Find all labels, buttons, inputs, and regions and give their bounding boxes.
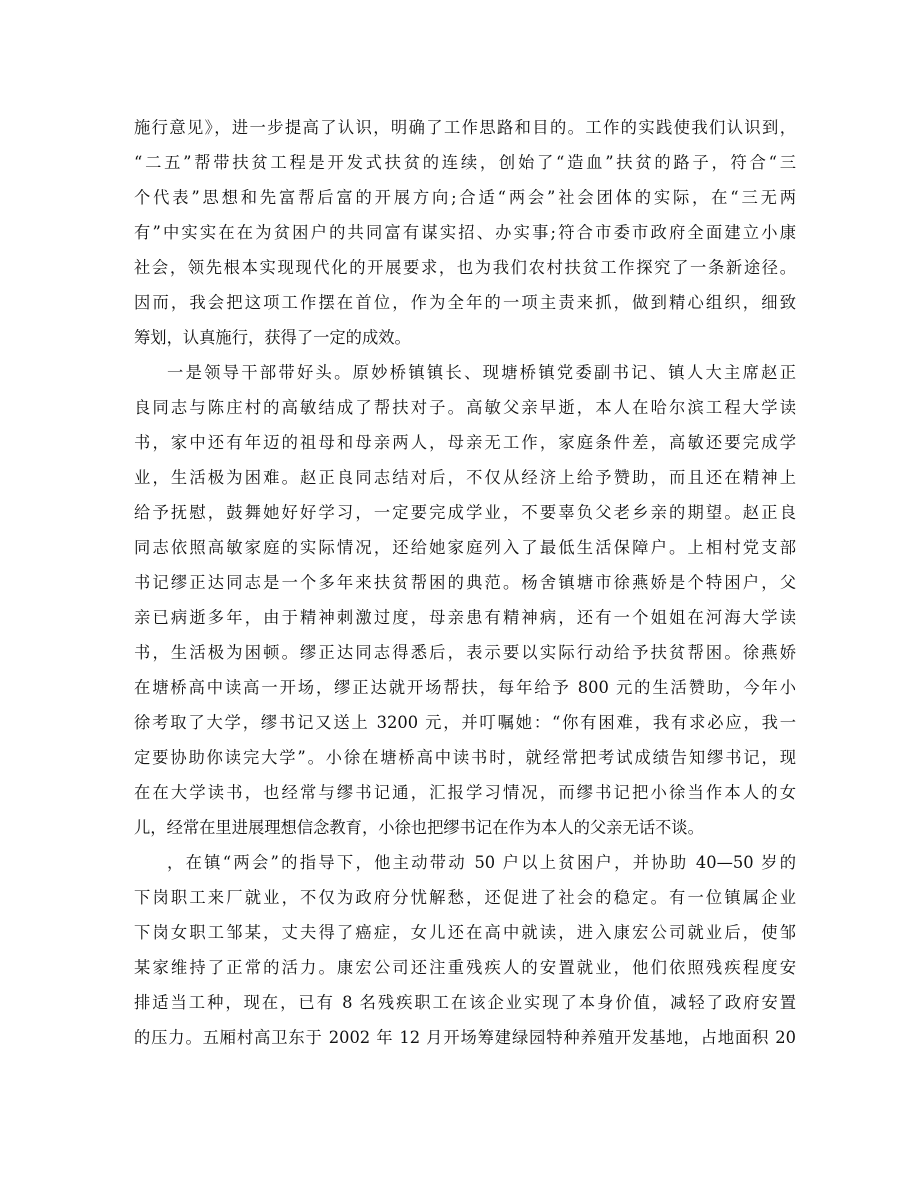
text-line: 徐考取了大学，缪书记又送上 3200 元，并叮嘱她：“你有困难，我有求必应，我一 xyxy=(134,713,796,732)
text-line: 儿，经常在里进展理想信念教育，小徐也把缪书记在作为本人的父亲无话不谈。 xyxy=(134,818,704,837)
text-line: 施行意见》，进一步提高了认识，明确了工作思路和目的。工作的实践使我们认识到， xyxy=(134,118,796,137)
text-line: 亲已病逝多年，由于精神刺激过度，母亲患有精神病，还有一个姐姐在河海大学读 xyxy=(134,608,796,627)
text-line: 在塘桥高中读高一开场，缪正达就开场帮扶，每年给予 800 元的生活赞助，今年小 xyxy=(134,678,796,697)
text-line: 书，家中还有年迈的祖母和母亲两人，母亲无工作，家庭条件差，高敏还要完成学 xyxy=(134,433,796,452)
text-line: 在在大学读书，也经常与缪书记通，汇报学习情况，而缪书记把小徐当作本人的女 xyxy=(134,783,796,802)
text-line: 业，生活极为困难。赵正良同志结对后，不仅从经济上给予赞助，而且还在精神上 xyxy=(134,468,796,487)
text-line: 给予抚慰，鼓舞她好好学习，一定要完成学业，不要辜负父老乡亲的期望。赵正良 xyxy=(134,503,796,522)
text-line: 下岗职工来厂就业，不仅为政府分忧解愁，还促进了社会的稳定。有一位镇属企业 xyxy=(134,888,796,907)
document-body xyxy=(134,110,796,1055)
text-line: 的压力。五厢村高卫东于 2002 年 12 月开场筹建绿园特种养殖开发基地，占地面积 20 xyxy=(134,1028,796,1047)
paragraph-3 xyxy=(134,845,796,1055)
text-line: 一是领导干部带好头。原妙桥镇镇长、现塘桥镇党委副书记、镇人大主席赵正 xyxy=(167,363,796,382)
text-line: 筹划，认真施行，获得了一定的成效。 xyxy=(134,328,411,347)
text-line: 个代表”思想和先富帮后富的开展方向;合适“两会”社会团体的实际，在“三无两 xyxy=(134,188,796,207)
text-line: 因而，我会把这项工作摆在首位，作为全年的一项主责来抓，做到精心组织，细致 xyxy=(134,293,796,312)
paragraph-1 xyxy=(134,110,796,355)
text-line: 排适当工种，现在，已有 8 名残疾职工在该企业实现了本身价值，减轻了政府安置 xyxy=(134,993,796,1012)
text-line: 同志依照高敏家庭的实际情况，还给她家庭列入了最低生活保障户。上相村党支部 xyxy=(134,538,796,557)
text-line: ，在镇“两会”的指导下，他主动带动 50 户以上贫困户，并协助 40—50 岁的 xyxy=(167,853,796,872)
text-line: 有”中实实在在为贫困户的共同富有谋实招、办实事;符合市委市政府全面建立小康 xyxy=(134,223,796,242)
text-line: 下岗女职工邹某，丈夫得了癌症，女儿还在高中就读，进入康宏公司就业后，使邹 xyxy=(134,923,796,942)
text-line: “二五”帮带扶贫工程是开发式扶贫的连续，创始了“造血”扶贫的路子，符合“三 xyxy=(134,153,796,172)
text-line: 书，生活极为困顿。缪正达同志得悉后，表示要以实际行动给予扶贫帮困。徐燕娇 xyxy=(134,643,796,662)
text-line: 书记缪正达同志是一个多年来扶贫帮困的典范。杨舍镇塘市徐燕娇是个特困户，父 xyxy=(134,573,796,592)
text-line: 良同志与陈庄村的高敏结成了帮扶对子。高敏父亲早逝，本人在哈尔滨工程大学读 xyxy=(134,398,796,417)
paragraph-2 xyxy=(134,355,796,845)
text-line: 定要协助你读完大学”。小徐在塘桥高中读书时，就经常把考试成绩告知缪书记，现 xyxy=(134,748,796,767)
text-line: 某家维持了正常的活力。康宏公司还注重残疾人的安置就业，他们依照残疾程度安 xyxy=(134,958,796,977)
text-line: 社会，领先根本实现现代化的开展要求，也为我们农村扶贫工作探究了一条新途径。 xyxy=(134,258,796,277)
